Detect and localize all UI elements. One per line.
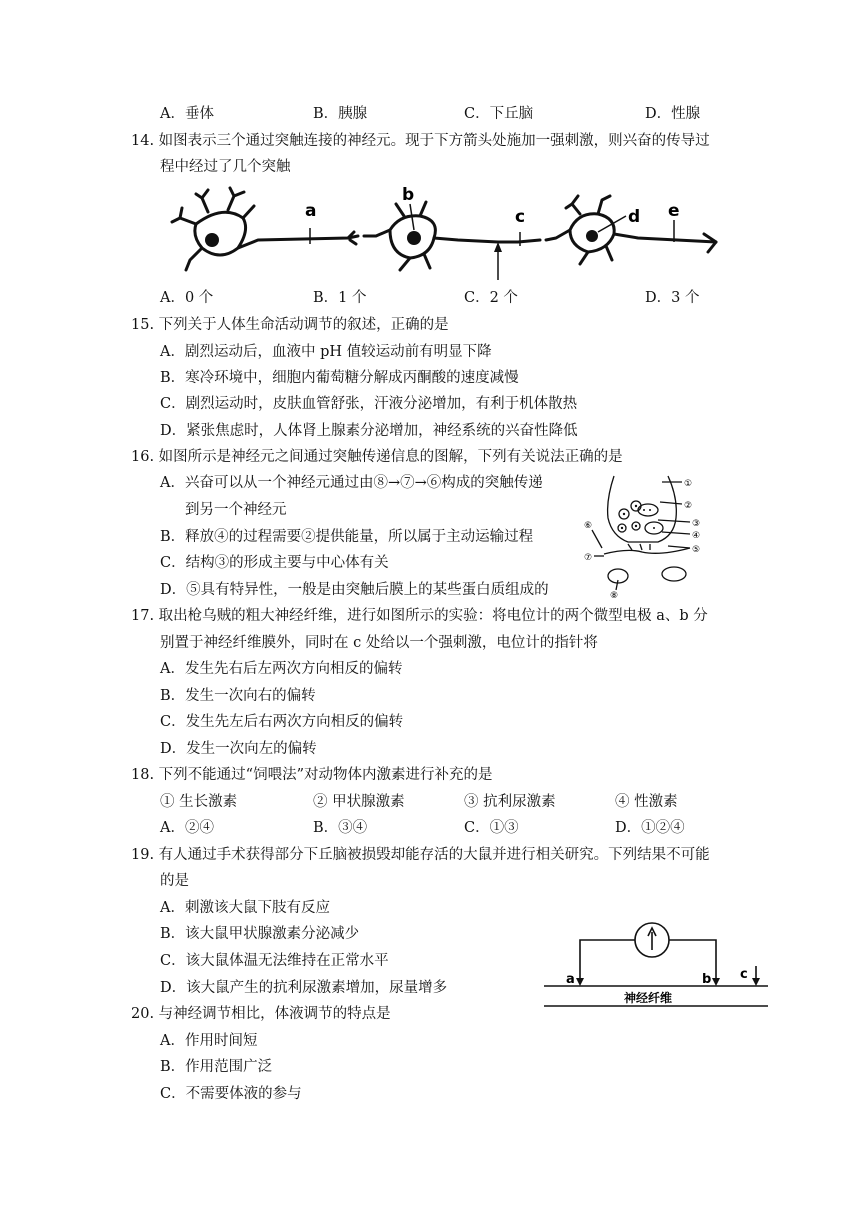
syn-label-4: ④	[692, 531, 701, 541]
q18-option-a: A．②④	[160, 820, 214, 836]
q19-stem-line2: 的是	[160, 873, 189, 889]
syn-label-2: ②	[684, 501, 693, 511]
label-a: a	[305, 201, 317, 221]
syn-label-5: ⑤	[692, 545, 701, 555]
q14-stem-line1: 14. 如图表示三个通过突触连接的神经元。现于下方箭头处施加一强刺激，则兴奋的传导过	[131, 133, 710, 149]
syn-label-6: ⑥	[584, 521, 593, 531]
fig17-fiber-label: 神经纤维	[624, 991, 673, 1005]
q14-option-d: D．3 个	[645, 290, 700, 306]
syn-label-1: ①	[684, 479, 693, 489]
label-b: b	[402, 185, 415, 205]
q18-item-1: ① 生长激素	[160, 794, 238, 810]
fig17-label-b: b	[702, 972, 712, 987]
q17-option-b: B．发生一次向右的偏转	[160, 688, 316, 704]
synapse-figure	[578, 470, 708, 600]
q18-item-4: ④ 性激素	[615, 794, 678, 810]
q19-option-a: A．刺激该大鼠下肢有反应	[160, 900, 330, 916]
syn-label-8: ⑧	[610, 591, 619, 600]
q13-option-c: C．下丘脑	[464, 106, 534, 122]
fig17-label-c: c	[740, 967, 748, 982]
q15-option-c: C．剧烈运动时，皮肤血管舒张，汗液分泌增加，有利于机体散热	[160, 396, 578, 412]
syn-label-3: ③	[692, 519, 701, 529]
fig17-label-a: a	[566, 972, 575, 987]
q15-option-a: A．剧烈运动后，血液中 pH 值较运动前有明显下降	[160, 344, 492, 360]
q14-option-a: A．0 个	[160, 290, 214, 306]
q17-option-c: C．发生先左后右两次方向相反的偏转	[160, 714, 404, 730]
q18-item-2: ② 甲状腺激素	[313, 794, 405, 810]
q14-option-c: C．2 个	[464, 290, 518, 306]
q16-option-d: D．⑤具有特异性，一般是由突触后膜上的某些蛋白质组成的	[160, 582, 549, 598]
q15-stem: 15. 下列关于人体生命活动调节的叙述，正确的是	[131, 317, 449, 333]
label-d: d	[628, 207, 641, 227]
q13-option-d: D．性腺	[645, 106, 701, 122]
q17-stem-line1: 17. 取出枪乌贼的粗大神经纤维，进行如图所示的实验：将电位计的两个微型电极 a、b 分	[131, 608, 708, 624]
neuron-chain-figure	[168, 182, 730, 282]
q13-option-b: B．胰腺	[313, 106, 368, 122]
q17-option-d: D．发生一次向左的偏转	[160, 741, 317, 757]
q19-stem-line1: 19. 有人通过手术获得部分下丘脑被损毁却能存活的大鼠并进行相关研究。下列结果不可能	[131, 847, 710, 863]
q15-option-b: B．寒冷环境中，细胞内葡萄糖分解成丙酮酸的速度减慢	[160, 370, 519, 386]
q18-option-c: C．①③	[464, 820, 519, 836]
q16-option-a-line1: A．兴奋可以从一个神经元通过由⑧→⑦→⑥构成的突触传递	[160, 475, 543, 491]
galvanometer-figure	[540, 918, 772, 1012]
q19-option-b: B．该大鼠甲状腺激素分泌减少	[160, 926, 360, 942]
q18-option-d: D．①②④	[615, 820, 685, 836]
q20-option-c: C．不需要体液的参与	[160, 1086, 302, 1102]
q17-stem-line2: 别置于神经纤维膜外，同时在 c 处给以一个强刺激，电位计的指针将	[160, 635, 598, 651]
label-c: c	[515, 207, 526, 227]
q18-item-3: ③ 抗利尿激素	[464, 794, 556, 810]
q19-option-d: D．该大鼠产生的抗利尿激素增加，尿量增多	[160, 980, 448, 996]
syn-label-7: ⑦	[584, 553, 593, 563]
q18-stem: 18. 下列不能通过“饲喂法”对动物体内激素进行补充的是	[131, 767, 493, 783]
q16-option-b: B．释放④的过程需要②提供能量，所以属于主动运输过程	[160, 529, 534, 545]
q20-option-b: B．作用范围广泛	[160, 1059, 273, 1075]
q16-option-a-line2: 到另一个神经元	[185, 502, 287, 518]
q19-option-c: C．该大鼠体温无法维持在正常水平	[160, 953, 389, 969]
q14-stem-line2: 程中经过了几个突触	[160, 159, 291, 175]
q17-option-a: A．发生先右后左两次方向相反的偏转	[160, 661, 403, 677]
q13-option-a: A．垂体	[160, 106, 214, 122]
q16-option-c: C．结构③的形成主要与中心体有关	[160, 555, 389, 571]
q18-option-b: B．③④	[313, 820, 368, 836]
q16-stem: 16. 如图所示是神经元之间通过突触传递信息的图解，下列有关说法正确的是	[131, 449, 623, 465]
q15-option-d: D．紧张焦虑时，人体肾上腺素分泌增加，神经系统的兴奋性降低	[160, 423, 578, 439]
q14-option-b: B．1 个	[313, 290, 367, 306]
label-e: e	[668, 201, 680, 221]
q20-stem: 20. 与神经调节相比，体液调节的特点是	[131, 1006, 391, 1022]
q20-option-a: A．作用时间短	[160, 1033, 258, 1049]
